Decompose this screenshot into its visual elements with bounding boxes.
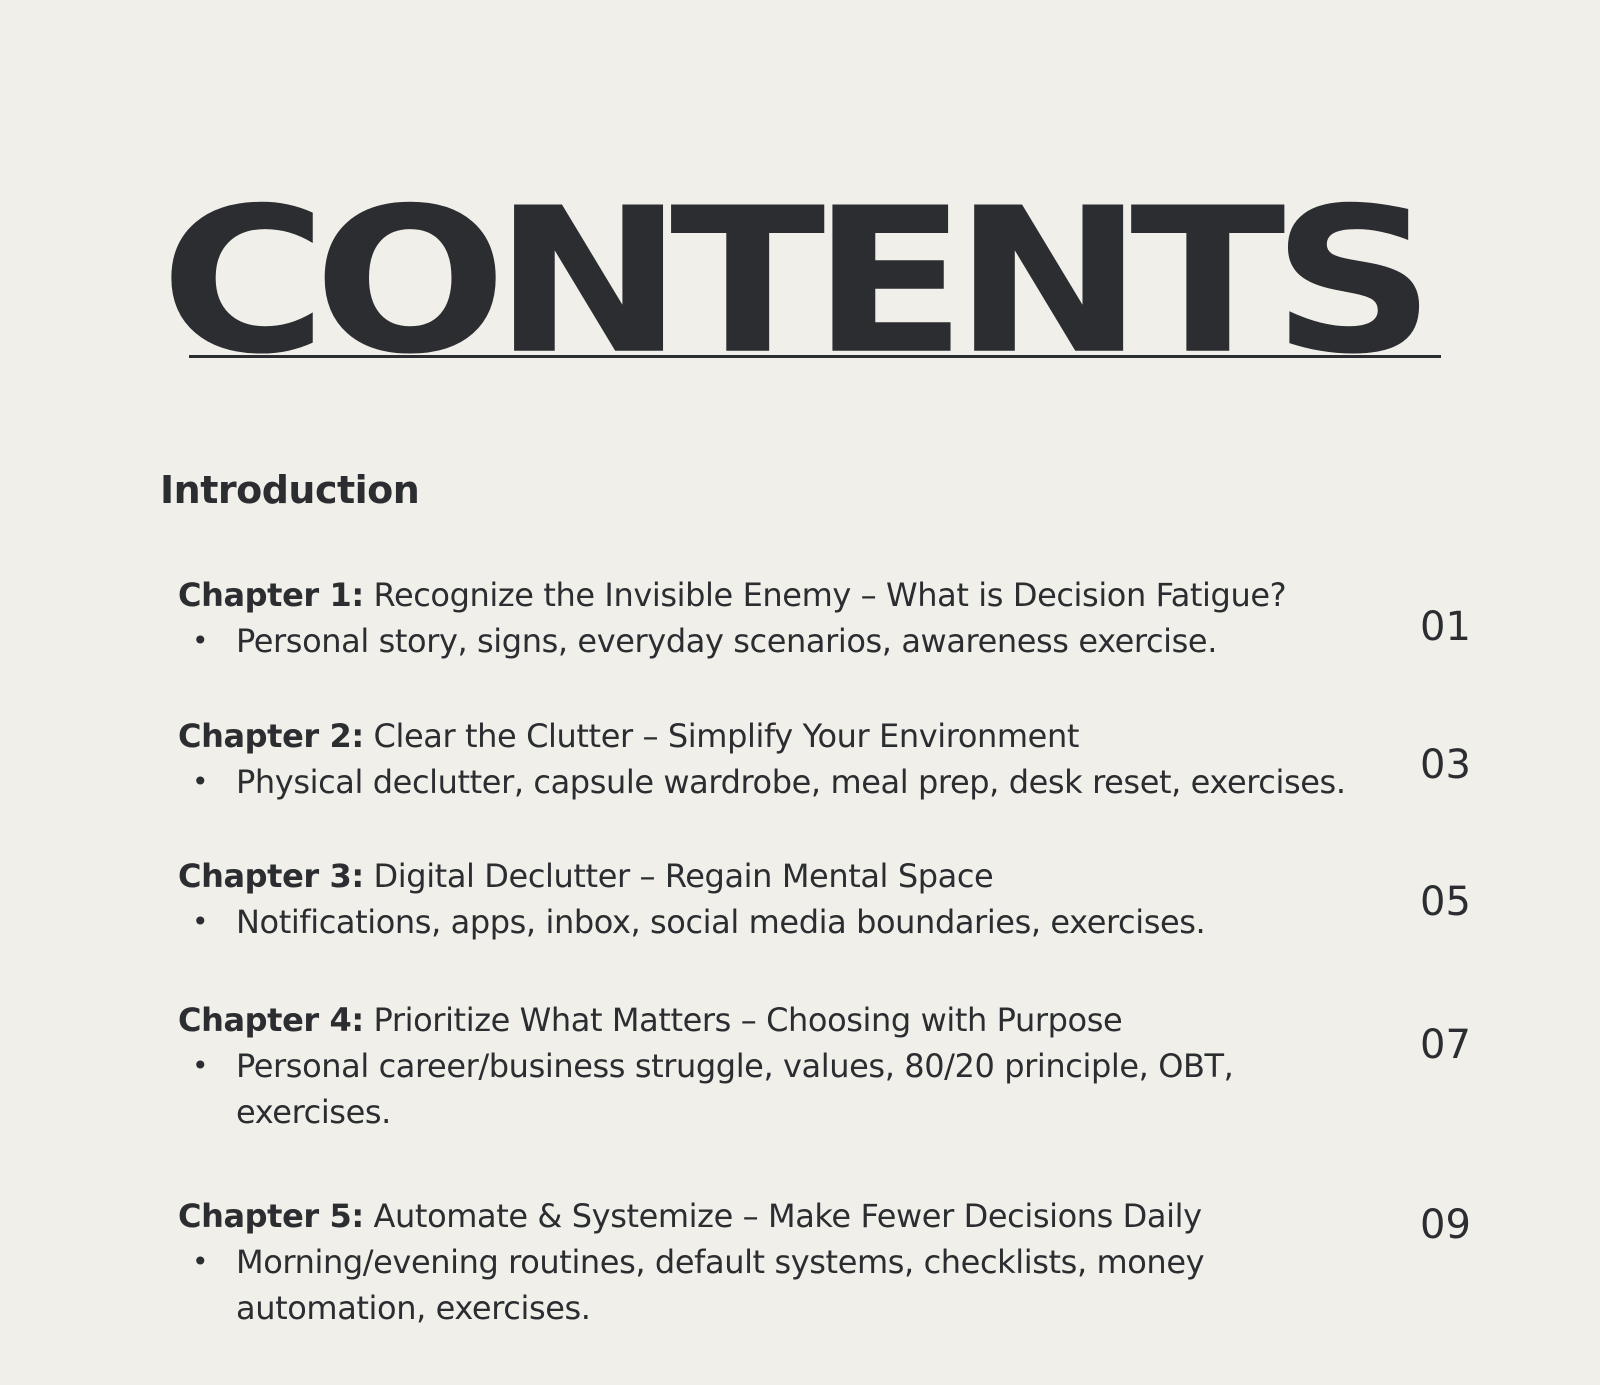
bullet-icon: • <box>192 905 209 938</box>
chapter-description <box>178 899 1428 945</box>
chapter-title: Automate & Systemize – Make Fewer Decisions Daily <box>373 1197 1202 1235</box>
chapter-heading <box>178 853 1428 899</box>
page-number-chapter-4: 07 <box>1420 1022 1471 1068</box>
chapter-description-text: Personal career/business struggle, values, 80/20 principle, OBT, exercises. <box>236 1047 1234 1131</box>
chapter-label: Chapter 3: <box>178 857 364 895</box>
chapter-label: Chapter 4: <box>178 1001 364 1039</box>
chapter-title: Prioritize What Matters – Choosing with Purpose <box>373 1001 1123 1039</box>
chapter-description <box>178 759 1428 805</box>
bullet-icon: • <box>192 624 209 657</box>
page-number-chapter-2: 03 <box>1420 742 1471 788</box>
chapter-2 <box>178 713 1428 805</box>
chapter-heading <box>178 713 1428 759</box>
page-number-chapter-3: 05 <box>1420 879 1471 925</box>
chapter-3 <box>178 853 1428 945</box>
chapter-title: Clear the Clutter – Simplify Your Environment <box>373 717 1079 755</box>
chapter-title: Recognize the Invisible Enemy – What is Decision Fatigue? <box>373 576 1287 614</box>
chapter-label: Chapter 2: <box>178 717 364 755</box>
chapter-heading <box>178 572 1428 618</box>
chapter-description <box>178 1239 1238 1331</box>
bullet-icon: • <box>192 1245 209 1278</box>
page-number-chapter-5: 09 <box>1420 1202 1471 1248</box>
introduction-heading: Introduction <box>160 468 420 512</box>
chapter-description-text: Physical declutter, capsule wardrobe, meal prep, desk reset, exercises. <box>236 763 1346 801</box>
chapter-description-text: Notifications, apps, inbox, social media boundaries, exercises. <box>236 903 1206 941</box>
chapter-title: Digital Declutter – Regain Mental Space <box>373 857 994 895</box>
page-title: CONTENTS <box>160 164 1422 399</box>
chapter-label: Chapter 5: <box>178 1197 364 1235</box>
chapter-5 <box>178 1193 1238 1331</box>
title-block <box>0 164 1600 410</box>
bullet-icon: • <box>192 1049 209 1082</box>
page-number-chapter-1: 01 <box>1420 604 1471 650</box>
chapter-heading <box>178 997 1238 1043</box>
chapter-1 <box>178 572 1428 664</box>
chapter-label: Chapter 1: <box>178 576 364 614</box>
chapter-description <box>178 618 1428 664</box>
chapter-4 <box>178 997 1238 1135</box>
chapter-description-text: Personal story, signs, everyday scenarios, awareness exercise. <box>236 622 1217 660</box>
chapter-description-text: Morning/evening routines, default systems, checklists, money automation, exercises. <box>236 1243 1205 1327</box>
bullet-icon: • <box>192 765 209 798</box>
chapter-heading <box>178 1193 1238 1239</box>
chapter-description <box>178 1043 1238 1135</box>
